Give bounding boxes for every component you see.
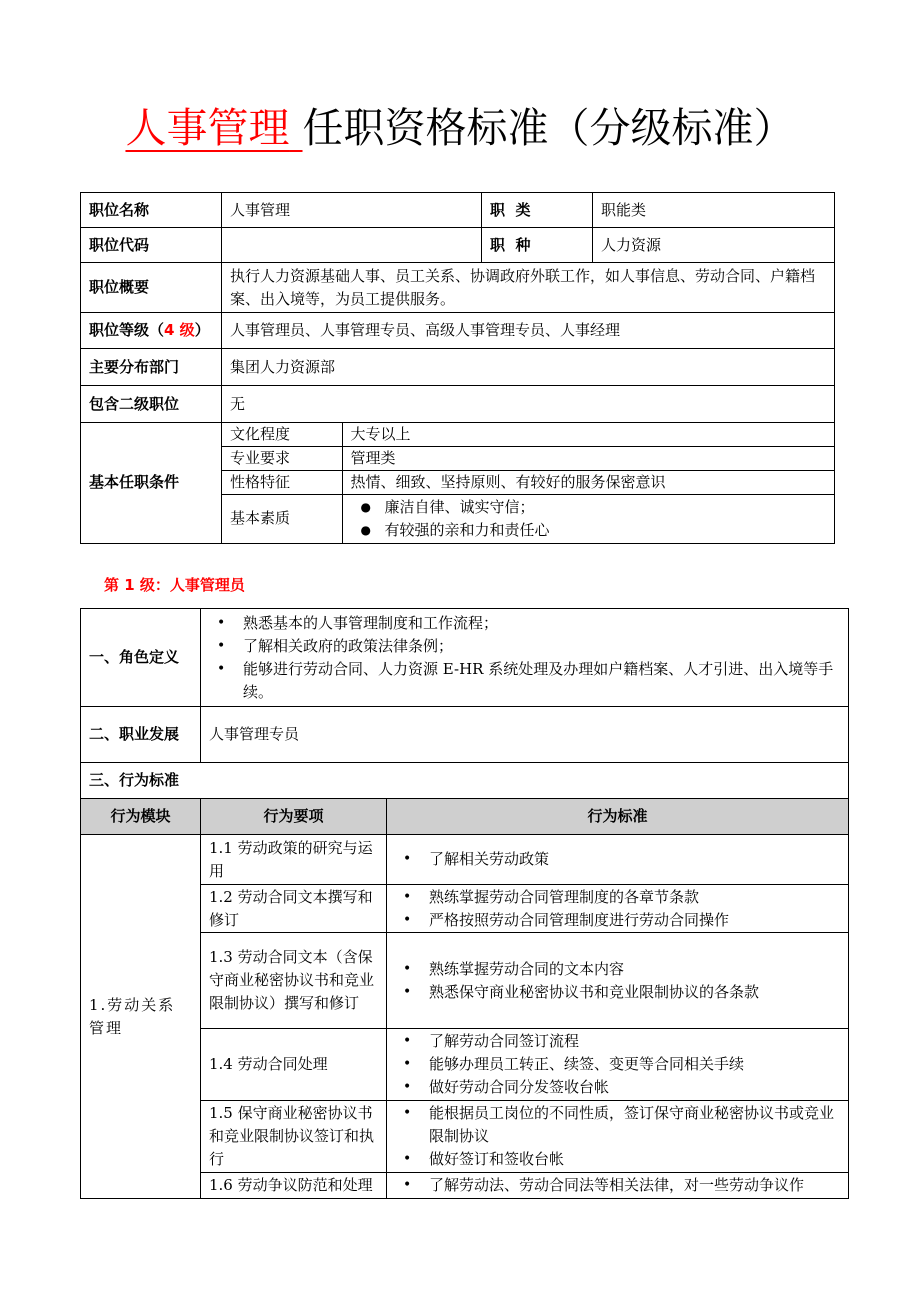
list-item: • 了解劳动法、劳动合同法等相关法律，对一些劳动争议作: [395, 1174, 840, 1197]
table-row: [81, 228, 835, 263]
title-prefix: 人事管理: [125, 104, 290, 152]
category-value: 职能类: [593, 193, 835, 228]
table-row: [81, 835, 849, 885]
table-row: [81, 313, 835, 349]
position-summary-table: [80, 192, 835, 544]
level-1-heading: 第 1 级：人事管理员: [104, 576, 245, 594]
category-label: 职 类: [482, 193, 593, 228]
item-name: 1.3 劳动合同文本（含保守商业秘密协议书和竞业限制协议）撰写和修订: [201, 933, 387, 1029]
grade-count: 4 级: [164, 321, 195, 339]
column-header: 行为要项: [201, 799, 387, 835]
list-item: • 了解劳动合同签订流程: [395, 1030, 840, 1053]
position-code-label: 职位代码: [81, 228, 222, 263]
qualities-list: [351, 496, 827, 542]
basic-requirements-label: 基本任职条件: [81, 423, 222, 544]
item-name: 1.5 保守商业秘密协议书和竞业限制协议签订和执行: [201, 1101, 387, 1173]
table-row: [81, 349, 835, 386]
title-main: 任职资格标准（分级标准）: [302, 104, 795, 152]
department-label: 主要分布部门: [81, 349, 222, 386]
basic-requirements-table: [222, 423, 834, 543]
list-item: • 了解相关劳动政策: [395, 848, 840, 871]
role-definition-label: 一、角色定义: [81, 609, 201, 707]
list-item: • 能够进行劳动合同、人力资源 E-HR 系统处理及办理如户籍档案、人才引进、出入境等手续。: [209, 658, 840, 704]
position-name-value: 人事管理: [222, 193, 482, 228]
grade-value: 人事管理员、人事管理专员、高级人事管理专员、人事经理: [222, 313, 835, 349]
module-cell: 1.劳动关系管理: [81, 835, 201, 1199]
table-row: [81, 609, 849, 707]
list-item: • 能根据员工岗位的不同性质，签订保守商业秘密协议书或竞业限制协议: [395, 1102, 840, 1148]
table-row: 文化程度 大专以上: [222, 423, 834, 447]
career-label: 二、职业发展: [81, 707, 201, 763]
page-title: [0, 98, 920, 158]
overview-label: 职位概要: [81, 263, 222, 313]
grade-label: 职位等级（4 级）: [81, 313, 222, 349]
table-row: 专业要求 管理类: [222, 447, 834, 471]
table-row: [81, 707, 849, 763]
career-value: 人事管理专员: [201, 707, 849, 763]
list-item: • 熟悉基本的人事管理制度和工作流程；: [209, 612, 840, 635]
column-header: 行为标准: [387, 799, 849, 835]
table-row: [81, 423, 835, 544]
sub-position-value: 无: [222, 386, 835, 423]
list-item: • 熟练掌握劳动合同管理制度的各章节条款: [395, 886, 840, 909]
table-row: 性格特征 热情、细致、坚持原则、有较好的服务保密意识: [222, 471, 834, 495]
sub-position-label: 包含二级职位: [81, 386, 222, 423]
list-item: • 做好签订和签收台帐: [395, 1148, 840, 1171]
list-item: ● 有较强的亲和力和责任心: [351, 519, 827, 542]
table-row: 基本素质 ● 廉洁自律、诚实守信； ● 有较强的亲和力和责任心: [222, 495, 834, 543]
table-row: [81, 263, 835, 313]
item-name: 1.6 劳动争议防范和处理: [201, 1173, 387, 1199]
list-item: • 熟练掌握劳动合同的文本内容: [395, 958, 840, 981]
table-row: [81, 193, 835, 228]
list-item: • 做好劳动合同分发签收台帐: [395, 1076, 840, 1099]
department-value: 集团人力资源部: [222, 349, 835, 386]
table-header-row: [81, 799, 849, 835]
list-item: • 严格按照劳动合同管理制度进行劳动合同操作: [395, 909, 840, 932]
table-row: [81, 763, 849, 799]
position-code-value: [222, 228, 482, 263]
item-name: 1.4 劳动合同处理: [201, 1029, 387, 1101]
position-name-label: 职位名称: [81, 193, 222, 228]
type-label: 职 种: [482, 228, 593, 263]
item-name: 1.2 劳动合同文本撰写和修订: [201, 885, 387, 933]
item-name: 1.1 劳动政策的研究与运用: [201, 835, 387, 885]
table-row: [81, 386, 835, 423]
behavior-standard-label: 三、行为标准: [81, 763, 849, 799]
overview-value: 执行人力资源基础人事、员工关系、协调政府外联工作，如人事信息、劳动合同、户籍档案、出入境等，为员工提供服务。: [222, 263, 835, 313]
list-item: • 熟悉保守商业秘密协议书和竞业限制协议的各条款: [395, 981, 840, 1004]
level-1-table: [80, 608, 849, 1199]
type-value: 人力资源: [593, 228, 835, 263]
role-definition-list: [209, 612, 840, 704]
column-header: 行为模块: [81, 799, 201, 835]
list-item: • 能够办理员工转正、续签、变更等合同相关手续: [395, 1053, 840, 1076]
list-item: ● 廉洁自律、诚实守信；: [351, 496, 827, 519]
list-item: • 了解相关政府的政策法律条例；: [209, 635, 840, 658]
